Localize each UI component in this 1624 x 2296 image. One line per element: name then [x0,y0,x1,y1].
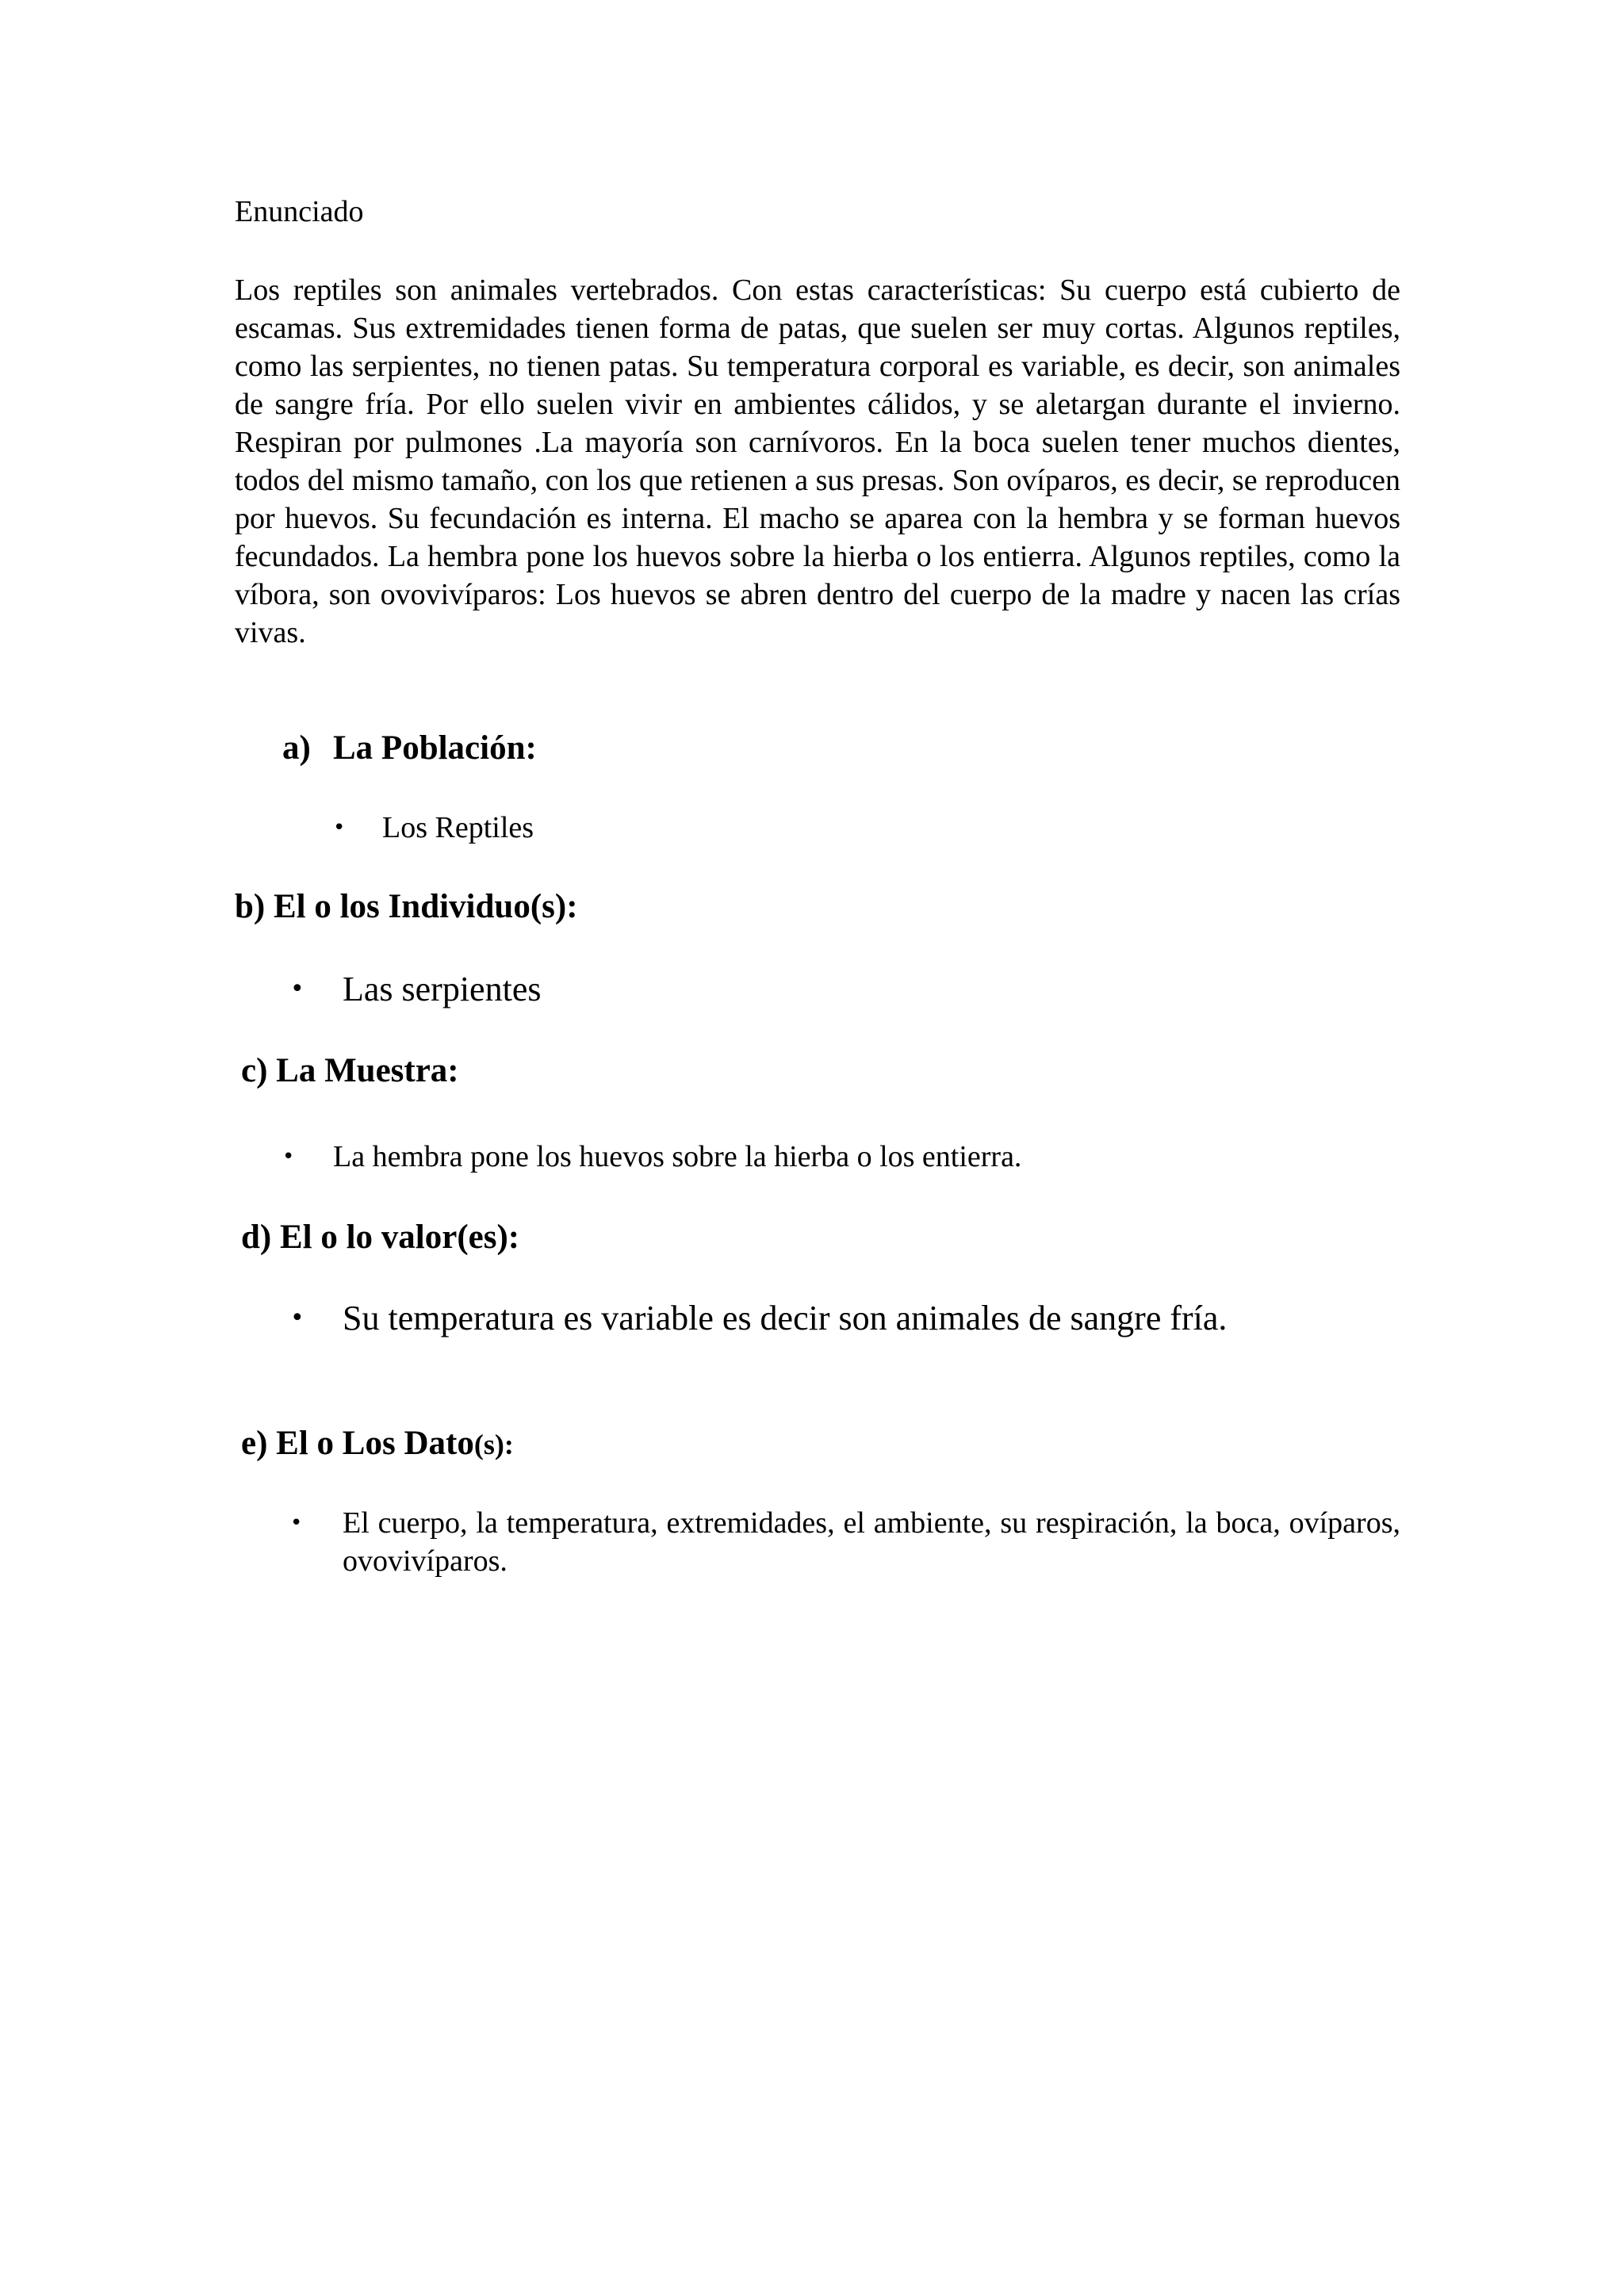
section-e-list-item [290,1504,1400,1580]
section-d-item-text: Su temperatura es variable es decir son animales de sangre fría. [343,1299,1228,1337]
section-a-heading [282,728,537,769]
section-b-list-item [290,967,541,1012]
section-d-list-item [290,1296,1227,1341]
section-a-item-text: Los Reptiles [382,811,534,844]
section-a-number: a) [282,729,311,767]
section-c-list-item [282,1138,1021,1176]
section-e-heading [241,1423,514,1465]
bullet-icon: • [290,975,304,1003]
section-c-heading: c) La Muestra: [241,1052,459,1089]
bullet-icon: • [290,1511,303,1535]
section-e-title-suffix: (s): [473,1429,514,1460]
section-e-title: e) El o Los Dato [241,1425,474,1462]
statement-paragraph: Los reptiles son animales vertebrados. Con estas características: Su cuerpo está cubierto de escamas. Sus extremidades tienen forma de patas, que suelen ser muy cortas. Algunos reptiles, como las serpientes, no tienen patas. Su temperatura corporal es variable, es decir, son animales de sangre fría. Por ello suelen vivir en ambientes cálidos, y se aletargan durante el invierno. Respiran por pulmones .La mayoría son carnívoros. En la boca suelen tener muchos dientes, todos del mismo tamaño, con los que retienen a sus presas. Son ovíparos, es decir, se reproducen por huevos. Su fecundación es interna. El macho se aparea con la hembra y se forman huevos fecundados. La hembra pone los huevos sobre la hierba o los entierra. Algunos reptiles, como la víbora, son ovovivíparos: Los huevos se abren dentro del cuerpo de la madre y nacen las crías vivas. [235,274,1400,649]
section-d-heading: d) El o lo valor(es): [241,1219,520,1256]
bullet-icon: • [282,1145,295,1169]
section-b-item-text: Las serpientes [343,970,542,1008]
section-b-heading: b) El o los Individuo(s): [235,888,578,925]
section-e-item-text: El cuerpo, la temperatura, extremidades, el ambiente, su respiración, la boca, ovíparos, ovovivíparos. [343,1506,1400,1578]
section-a-list-item [333,809,534,847]
section-a-title: La Población: [333,729,537,767]
statement-label: Enunciado [235,195,364,228]
section-c-item-text: La hembra pone los huevos sobre la hierba o los entierra. [333,1140,1022,1173]
bullet-icon: • [333,816,346,840]
bullet-icon: • [290,1304,304,1332]
